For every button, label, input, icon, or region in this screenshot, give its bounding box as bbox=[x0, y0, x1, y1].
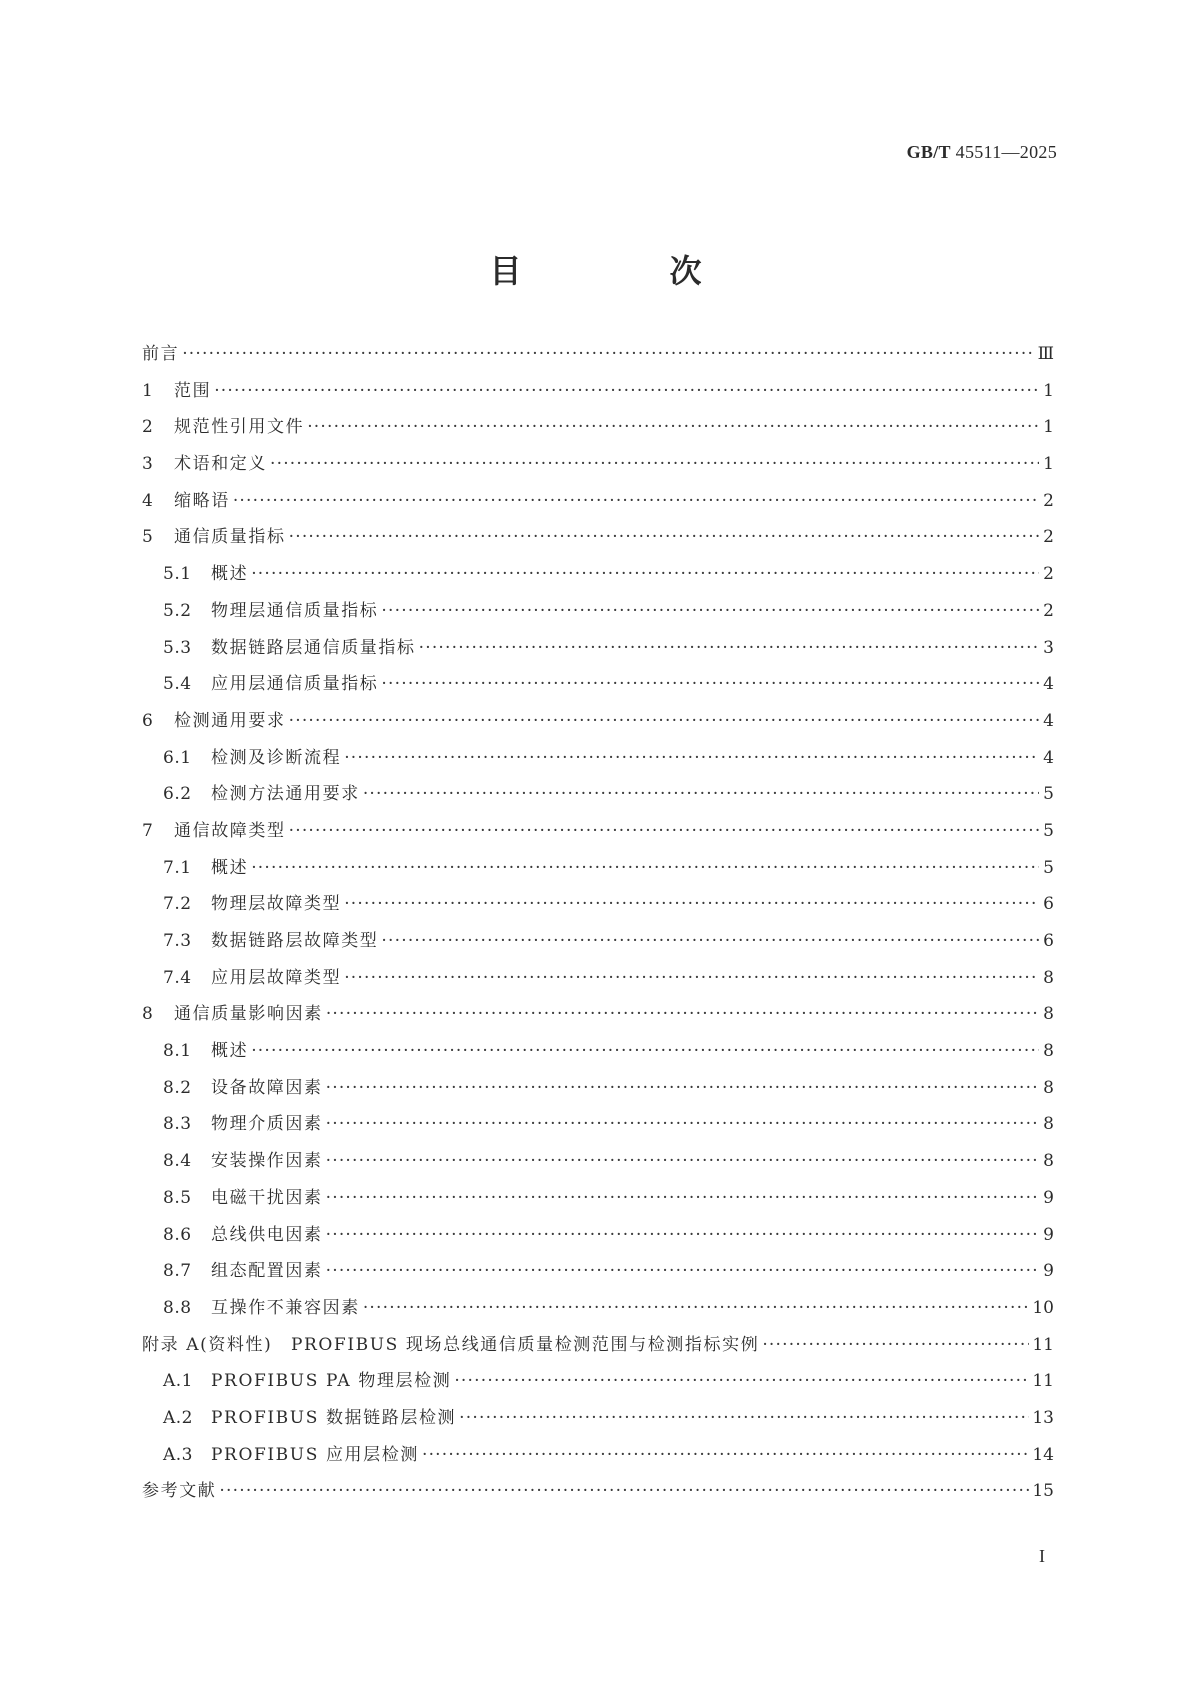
toc-entry-number: 8.4 bbox=[163, 1151, 192, 1172]
toc-entry-label: 物理介质因素 bbox=[211, 1114, 323, 1135]
document-code-number: 45511—2025 bbox=[955, 142, 1057, 162]
toc-entry-number: A.1 bbox=[163, 1371, 193, 1392]
toc-entry-label: 概述 bbox=[211, 857, 249, 878]
page-title: 目 次 bbox=[489, 252, 760, 290]
toc-dot-leader bbox=[326, 1225, 1039, 1245]
toc-entry[interactable] bbox=[142, 449, 1054, 486]
toc-entry-page: Ⅲ bbox=[1037, 344, 1054, 364]
toc-entry-label: 检测方法通用要求 bbox=[211, 784, 360, 805]
toc-entry-page: 11 bbox=[1032, 1371, 1054, 1392]
toc-dot-leader bbox=[326, 1261, 1039, 1281]
toc-entry-number: 8.3 bbox=[163, 1114, 192, 1135]
toc-entry-number: 6.2 bbox=[163, 784, 192, 805]
toc-entry-label: PROFIBUS 数据链路层检测 bbox=[211, 1407, 457, 1428]
toc-dot-leader bbox=[270, 454, 1039, 474]
toc-entry-page: 1 bbox=[1043, 454, 1054, 475]
toc-dot-leader bbox=[381, 931, 1039, 951]
toc-entry-number: 8.6 bbox=[163, 1224, 192, 1245]
toc-entry[interactable] bbox=[142, 706, 1054, 743]
toc-entry[interactable] bbox=[142, 486, 1054, 523]
document-code bbox=[907, 142, 1057, 163]
toc-entry-page: 5 bbox=[1043, 857, 1054, 878]
toc-entry-label: 物理层故障类型 bbox=[211, 894, 342, 915]
document-code-prefix: GB/T bbox=[906, 142, 951, 162]
toc-entry[interactable] bbox=[142, 926, 1054, 963]
toc-entry-label: 概述 bbox=[211, 564, 249, 585]
toc-entry-label: 附录 A(资料性) PROFIBUS 现场总线通信质量检测范围与检测指标实例 bbox=[142, 1334, 760, 1355]
toc-entry-page: 2 bbox=[1043, 564, 1054, 585]
toc-dot-leader bbox=[289, 711, 1039, 731]
toc-entry-page: 2 bbox=[1043, 527, 1054, 548]
toc-entry-number: 8.7 bbox=[163, 1261, 192, 1282]
toc-entry[interactable] bbox=[142, 1330, 1054, 1367]
toc-entry[interactable] bbox=[142, 1293, 1054, 1330]
toc-entry-page: 8 bbox=[1043, 1151, 1054, 1172]
toc-entry-page: 5 bbox=[1043, 820, 1054, 841]
toc-entry-page: 10 bbox=[1032, 1297, 1054, 1318]
toc-entry[interactable] bbox=[142, 889, 1054, 926]
toc-entry-label: 范围 bbox=[174, 380, 212, 401]
toc-entry-label: 规范性引用文件 bbox=[174, 417, 305, 438]
page-number: I bbox=[1039, 1546, 1045, 1566]
toc-dot-leader bbox=[344, 748, 1039, 768]
toc-entry-number: 5.4 bbox=[163, 674, 192, 695]
toc-entry[interactable] bbox=[142, 376, 1054, 413]
toc-dot-leader bbox=[326, 1078, 1039, 1098]
toc-entry-label: 物理层通信质量指标 bbox=[211, 600, 379, 621]
toc-entry-page: 6 bbox=[1043, 931, 1054, 951]
toc-entry-page: 3 bbox=[1043, 637, 1054, 658]
toc-entry[interactable] bbox=[142, 1183, 1054, 1220]
toc-entry-number: 2 bbox=[142, 417, 154, 438]
toc-dot-leader bbox=[422, 1445, 1029, 1465]
toc-entry-page: 9 bbox=[1043, 1261, 1054, 1282]
toc-entry-label: 通信质量影响因素 bbox=[174, 1004, 323, 1025]
toc-entry[interactable] bbox=[142, 633, 1054, 670]
toc-dot-leader bbox=[251, 564, 1039, 584]
toc-entry[interactable] bbox=[142, 1109, 1054, 1146]
toc-dot-leader bbox=[344, 968, 1039, 988]
toc-dot-leader bbox=[381, 674, 1039, 694]
toc-entry-label: 通信故障类型 bbox=[174, 820, 286, 841]
toc-entry[interactable] bbox=[142, 412, 1054, 449]
toc-entry-page: 2 bbox=[1043, 490, 1054, 511]
toc-dot-leader bbox=[233, 491, 1039, 511]
toc-entry[interactable] bbox=[142, 816, 1054, 853]
toc-dot-leader bbox=[251, 1041, 1039, 1061]
toc-dot-leader bbox=[762, 1335, 1029, 1355]
toc-entry-label: 应用层通信质量指标 bbox=[211, 674, 379, 695]
toc-entry-label: 互操作不兼容因素 bbox=[211, 1297, 360, 1318]
toc-entry-page: 13 bbox=[1032, 1407, 1054, 1428]
toc-dot-leader bbox=[326, 1004, 1039, 1024]
toc-dot-leader bbox=[419, 638, 1039, 658]
toc-entry[interactable] bbox=[142, 1403, 1054, 1440]
toc-entry-label: 应用层故障类型 bbox=[211, 967, 342, 988]
toc-dot-leader bbox=[381, 601, 1039, 621]
toc-entry-page: 15 bbox=[1032, 1481, 1054, 1502]
toc-dot-leader bbox=[182, 344, 1034, 364]
toc-entry-page: 9 bbox=[1043, 1187, 1054, 1208]
toc-dot-leader bbox=[363, 1298, 1030, 1318]
toc-entry-label: 设备故障因素 bbox=[211, 1077, 323, 1098]
toc-entry-page: 8 bbox=[1043, 967, 1054, 988]
toc-dot-leader bbox=[459, 1408, 1029, 1428]
toc-entry-label: 电磁干扰因素 bbox=[211, 1187, 323, 1208]
toc-entry-label: 数据链路层通信质量指标 bbox=[211, 637, 416, 658]
toc-entry-number: 4 bbox=[142, 490, 154, 511]
toc-dot-leader bbox=[219, 1481, 1029, 1501]
toc-entry-label: 数据链路层故障类型 bbox=[211, 931, 379, 951]
toc-entry-label: 缩略语 bbox=[174, 490, 230, 511]
toc-entry-number: 7.1 bbox=[163, 857, 192, 878]
table-of-contents bbox=[142, 339, 1054, 1513]
toc-entry-label: 安装操作因素 bbox=[211, 1151, 323, 1172]
toc-dot-leader bbox=[289, 821, 1039, 841]
toc-entry-page: 8 bbox=[1043, 1004, 1054, 1025]
toc-entry-page: 8 bbox=[1043, 1077, 1054, 1098]
toc-entry-page: 4 bbox=[1043, 710, 1054, 731]
toc-dot-leader bbox=[307, 417, 1039, 437]
toc-entry-number: 7.4 bbox=[163, 967, 192, 988]
toc-dot-leader bbox=[251, 858, 1039, 878]
toc-entry-page: 9 bbox=[1043, 1224, 1054, 1245]
toc-dot-leader bbox=[214, 381, 1039, 401]
toc-entry[interactable] bbox=[142, 669, 1054, 706]
toc-entry-number: 7.3 bbox=[163, 931, 192, 951]
toc-entry-label: 通信质量指标 bbox=[174, 527, 286, 548]
toc-entry[interactable] bbox=[142, 339, 1054, 376]
toc-entry-label: 总线供电因素 bbox=[211, 1224, 323, 1245]
toc-dot-leader bbox=[344, 894, 1039, 914]
toc-entry[interactable] bbox=[142, 1036, 1054, 1073]
toc-dot-leader bbox=[363, 784, 1039, 804]
toc-entry-page: 2 bbox=[1043, 600, 1054, 621]
toc-entry-page: 5 bbox=[1043, 784, 1054, 805]
toc-entry-number: 8.1 bbox=[163, 1041, 192, 1062]
toc-dot-leader bbox=[454, 1371, 1029, 1391]
toc-entry[interactable] bbox=[142, 1146, 1054, 1183]
toc-entry-page: 6 bbox=[1043, 894, 1054, 915]
toc-entry[interactable] bbox=[142, 853, 1054, 890]
toc-entry-number: 5.2 bbox=[163, 600, 192, 621]
toc-entry-label: 概述 bbox=[211, 1041, 249, 1062]
toc-entry-number: 8.2 bbox=[163, 1077, 192, 1098]
toc-entry-number: 6 bbox=[142, 710, 154, 731]
toc-entry-page: 8 bbox=[1043, 1041, 1054, 1062]
toc-entry-number: 8.8 bbox=[163, 1297, 192, 1318]
toc-entry-number: 3 bbox=[142, 454, 154, 475]
toc-entry[interactable] bbox=[142, 596, 1054, 633]
toc-entry-label: 术语和定义 bbox=[174, 454, 267, 475]
toc-entry-number: 5 bbox=[142, 527, 154, 548]
toc-entry-label: 组态配置因素 bbox=[211, 1261, 323, 1282]
toc-entry-number: 5.3 bbox=[163, 637, 192, 658]
toc-entry-number: 7.2 bbox=[163, 894, 192, 915]
toc-entry-number: 8.5 bbox=[163, 1187, 192, 1208]
toc-dot-leader bbox=[326, 1188, 1039, 1208]
toc-entry-page: 8 bbox=[1043, 1114, 1054, 1135]
toc-entry-label: PROFIBUS PA 物理层检测 bbox=[211, 1371, 452, 1392]
toc-entry[interactable] bbox=[142, 1073, 1054, 1110]
toc-entry-page: 1 bbox=[1043, 380, 1054, 401]
toc-entry-label: PROFIBUS 应用层检测 bbox=[211, 1444, 419, 1465]
toc-entry-page: 4 bbox=[1043, 747, 1054, 768]
toc-dot-leader bbox=[326, 1151, 1039, 1171]
toc-dot-leader bbox=[289, 527, 1039, 547]
toc-entry-page: 1 bbox=[1043, 417, 1054, 438]
toc-entry-number: 6.1 bbox=[163, 747, 192, 768]
toc-entry-label: 前言 bbox=[142, 344, 180, 364]
toc-entry[interactable] bbox=[142, 963, 1054, 1000]
toc-entry[interactable] bbox=[142, 522, 1054, 559]
toc-entry[interactable] bbox=[142, 1220, 1054, 1257]
toc-entry[interactable] bbox=[142, 559, 1054, 596]
toc-entry[interactable] bbox=[142, 779, 1054, 816]
toc-entry-number: A.2 bbox=[163, 1407, 193, 1428]
toc-entry-page: 4 bbox=[1043, 674, 1054, 695]
toc-entry[interactable] bbox=[142, 1366, 1054, 1403]
toc-entry-label: 参考文献 bbox=[142, 1481, 217, 1502]
toc-entry-number: 1 bbox=[142, 380, 154, 401]
toc-entry-page: 11 bbox=[1032, 1334, 1054, 1355]
toc-entry[interactable] bbox=[142, 743, 1054, 780]
toc-entry-number: 5.1 bbox=[163, 564, 192, 585]
toc-entry-label: 检测及诊断流程 bbox=[211, 747, 342, 768]
toc-entry-number: A.3 bbox=[163, 1444, 193, 1465]
toc-entry[interactable] bbox=[142, 999, 1054, 1036]
toc-entry[interactable] bbox=[142, 1256, 1054, 1293]
toc-entry[interactable] bbox=[142, 1476, 1054, 1513]
toc-entry-number: 8 bbox=[142, 1004, 154, 1025]
toc-dot-leader bbox=[326, 1114, 1039, 1134]
toc-entry-page: 14 bbox=[1032, 1444, 1054, 1465]
toc-entry-label: 检测通用要求 bbox=[174, 710, 286, 731]
toc-entry[interactable] bbox=[142, 1440, 1054, 1477]
toc-entry-number: 7 bbox=[142, 820, 154, 841]
